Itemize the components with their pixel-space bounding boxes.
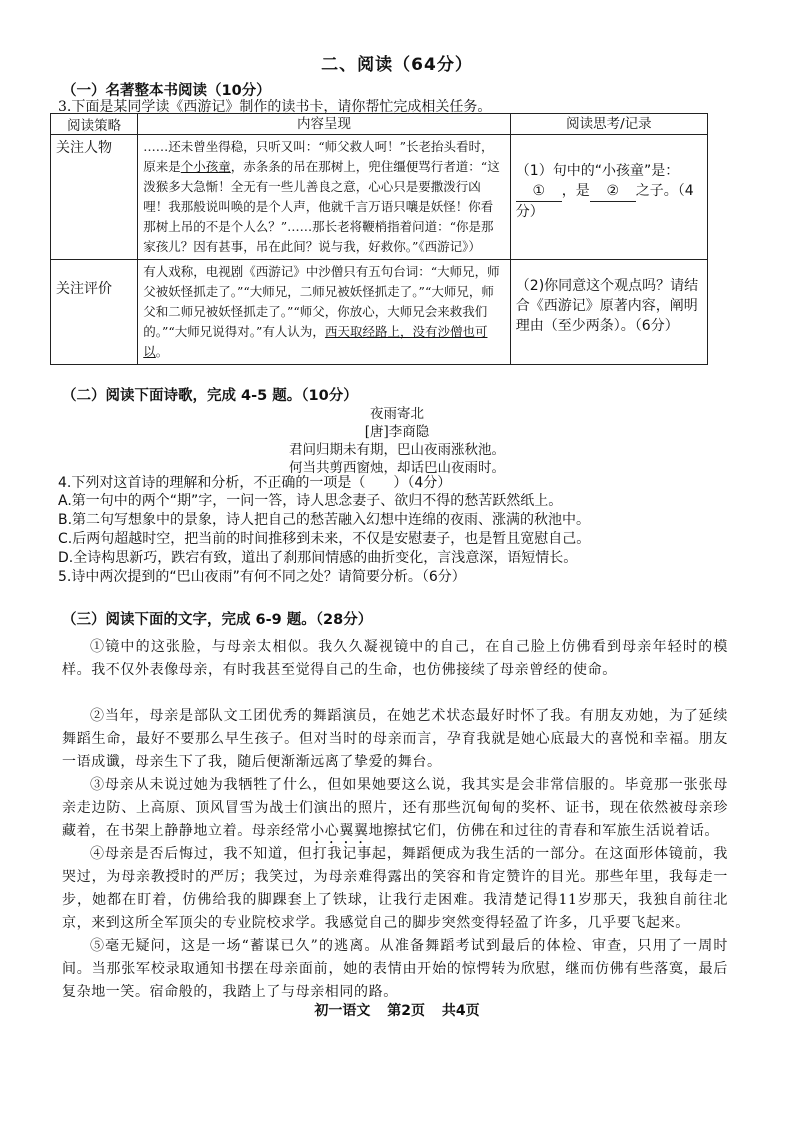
- question-4: 4.下列对这首诗的理解和分析，不正确的一项是（ ）（4分）: [58, 475, 452, 491]
- part1-title: （一）名著整本书阅读（10分）: [62, 83, 271, 99]
- reading-card-table: [50, 113, 708, 365]
- content-text: 有人戏称，电视剧《西游记》中沙僧只有五句台词：“大师兄，师父被妖怪抓走了。”“大师兄，二师兄被妖怪抓走了。”“大师兄，师父和二师兄被妖怪抓走了。”“师父，你放心，大师兄会来救我们的。”“大师兄说得对。”有人认为，: [143, 264, 500, 339]
- part2-title: （二）阅读下面诗歌，完成 4-5 题。（10分）: [62, 388, 358, 404]
- answer-blank-2[interactable]: ②: [590, 181, 636, 202]
- question-1-cell: [510, 135, 707, 260]
- strategy-label: 关注评价: [56, 281, 112, 297]
- paragraph-2: ②当年，母亲是部队文工团优秀的舞蹈演员，在她艺术状态最好时怀了我。有朋友劝她，为了延续舞蹈生命，最好不要那么早生孩子。但对当时的母亲而言，孕育我就是她心底最大的喜悦和幸福。朋友一语成谶，母亲生下了我，随后便渐渐远离了挚爱的舞台。: [62, 708, 728, 770]
- content-text: ，赤条条的吊在那树上，兜住缰便骂行者道：“这泼猴多大急惭！全无有一些儿善良之意，心心只是要撒泼行凶哩！我那般说叫唤的是个人声，他就千言万语只嚷是妖怪！你看那树上吊的不是个人么？”……那长老将鞭梢指着问道：“你是那家孩儿？因有甚事，吊在此间？说与我，好救你。”《西游记》）: [143, 159, 500, 254]
- question-5: 5.诗中两次提到的“巴山夜雨”有何不同之处？请简要分析。（6分）: [58, 569, 466, 585]
- question-3: 3.下面是某同学读《西游记》制作的读书卡，请你帮忙完成相关任务。: [58, 99, 492, 115]
- option-b[interactable]: B.第二句写想象中的景象，诗人把自己的愁苦融入幻想中连绵的夜雨、涨满的秋池中。: [58, 512, 591, 528]
- paragraph-3-text: 地擦拭它们，仿佛在和过往的青春和军旅生活说着话。: [368, 823, 720, 839]
- underlined-text: 个小孩童: [180, 159, 231, 174]
- content-text: 。: [155, 344, 169, 359]
- header-content: 内容呈现: [138, 114, 511, 135]
- paragraph-3-text: ③母亲从未说过她为我牺牲了什么，但如果她要这么说，我其实是会非常信服的。毕竟那一张张母亲走边防、上高原、顶风冒雪为战士们演出的照片，还有那些沉甸甸的奖杯、证书，现在依然被母亲珍藏着，在书架上静静地立着。母亲经常: [62, 777, 728, 839]
- page-footer: 初一语文 第2页 共4页: [314, 1003, 480, 1019]
- option-a[interactable]: A.第一句中的两个“期”字，一问一答，诗人思念妻子、欲归不得的愁苦跃然纸上。: [58, 493, 563, 509]
- option-c[interactable]: C.后两句超越时空，把当前的时间推移到未来，不仅是安慰妻子，也是暂且宽慰自己。: [58, 531, 591, 547]
- paragraph-4: ④母亲是否后悔过，我不知道，但打我记事起，舞蹈便成为我生活的一部分。在这面形体镜前，我哭过，为母亲教授时的严厉；我笑过，为母亲难得露出的笑容和肯定赞许的目光。那些年里，我每走一步，她都在盯着，仿佛给我的脚踝套上了铁球，让我行走困难。我清楚记得11岁那天，我独自前往北京，来到这所全军顶尖的专业院校求学。我感觉自己的脚步突然变得轻盈了许多，几乎要飞起来。: [62, 846, 728, 931]
- section-title: 二、阅读（64分）: [321, 55, 473, 75]
- question-2-cell: [510, 260, 707, 365]
- header-thinking: 阅读思考/记录: [510, 114, 707, 135]
- table-header-row: [51, 114, 708, 135]
- content-cell: [138, 135, 511, 260]
- table-row: [51, 135, 708, 260]
- question-1-text: ，是: [561, 183, 590, 199]
- poem-line-1: 君问归期未有期，巴山夜雨涨秋池。: [289, 442, 505, 458]
- paragraph-5: ⑤毫无疑问，这是一场“蓄谋已久”的逃离。从准备舞蹈考试到最后的体检、审查，只用了一周时间。当那张军校录取通知书摆在母亲面前，她的表情由开始的惊愕转为欣慰，继而仿佛有些落寞，最后复杂地一笑。宿命般的，我踏上了与母亲相同的路。: [62, 938, 728, 1000]
- strategy-cell: 关注人物: [51, 135, 138, 260]
- question-1-text: 之子。（4分）: [515, 183, 694, 220]
- poem-title: 夜雨寄北: [370, 406, 424, 422]
- underlined-text: 西天取经路上，没有沙僧也可以: [143, 324, 488, 359]
- content-text: ……还未曾坐得稳，只听又叫：“师父救人呵！”长老抬头看时，原来是: [143, 139, 494, 174]
- question-1-text: （1）句中的“小孩童”是：: [515, 163, 680, 179]
- dotted-phrase: 小心翼翼: [310, 823, 369, 839]
- question-2-text: （2)你同意这个观点吗？请结合《西游记》原著内容，阐明理由（至少两条）。（6分）: [515, 278, 699, 334]
- paragraph-1: ①镜中的这张脸，与母亲太相似。我久久凝视镜中的自己，在自己脸上仿佛看到母亲年轻时的模样。我不仅外表像母亲，有时我甚至觉得自己的生命，也仿佛接续了母亲曾经的使命。: [62, 639, 728, 678]
- option-d[interactable]: D.全诗构思新巧，跌宕有致，道出了刹那间情感的曲折变化，言浅意深，语短情长。: [58, 550, 578, 566]
- content-cell: [138, 260, 511, 365]
- poem-line-2: 何当共剪西窗烛，却话巴山夜雨时。: [289, 460, 505, 476]
- answer-blank-1[interactable]: ①: [516, 181, 562, 202]
- header-strategy: 阅读策略: [51, 114, 138, 135]
- paragraph-3: [62, 774, 728, 847]
- table-row: [51, 260, 708, 365]
- part3-title: （三）阅读下面的文字，完成 6-9 题。（28分）: [62, 612, 373, 628]
- poem-author: [唐]李商隐: [364, 424, 430, 440]
- strategy-cell: [51, 260, 138, 365]
